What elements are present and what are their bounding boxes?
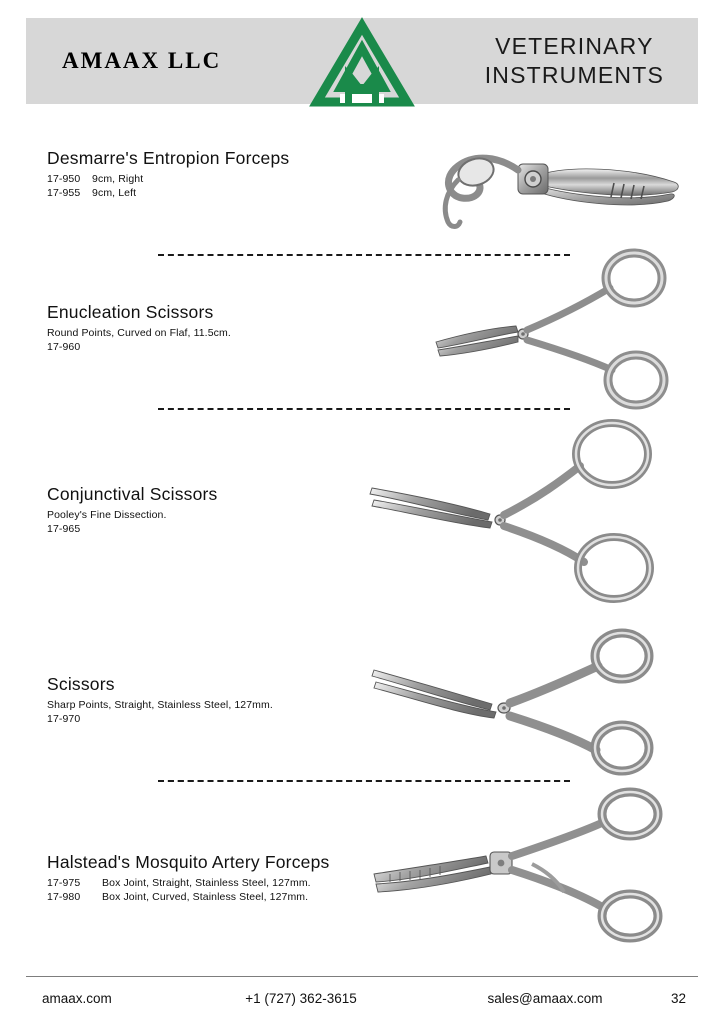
page-footer <box>26 984 698 1012</box>
product-detail-line <box>47 876 427 890</box>
product-description: Sharp Points, Straight, Stainless Steel, 127mm. <box>47 699 273 711</box>
footer-page-number: 32 <box>670 990 686 1006</box>
footer-email[interactable]: sales@amaax.com <box>487 990 603 1006</box>
product-detail-line <box>47 698 407 712</box>
product-detail-line <box>47 712 407 726</box>
footer-divider <box>26 976 698 977</box>
enucleation-scissors-photo-icon <box>430 254 680 404</box>
product-text <box>47 674 407 727</box>
product-text <box>47 302 407 355</box>
brand-name: AMAAX LLC <box>62 48 222 73</box>
footer-phone[interactable]: +1 (727) 362-3615 <box>245 990 357 1006</box>
page-header <box>26 18 698 104</box>
product-code: 17-965 <box>47 523 81 536</box>
product-detail-line <box>47 326 407 340</box>
conjunctival-scissors-photo-icon <box>366 422 666 602</box>
product-code: 17-955 <box>47 187 81 200</box>
product-detail-line <box>47 522 407 536</box>
product-text <box>47 484 407 537</box>
product-detail-line <box>47 890 427 904</box>
product-code: 17-970 <box>47 713 81 726</box>
product-code: 17-980 <box>47 891 81 904</box>
product-name: Conjunctival Scissors <box>47 484 218 504</box>
product-name: Enucleation Scissors <box>47 302 214 322</box>
amaax-triangle-logo-icon <box>312 22 412 104</box>
section-divider <box>158 408 570 410</box>
page-title-line1: VETERINARY <box>495 33 654 60</box>
section-divider <box>158 780 570 782</box>
product-detail-line <box>47 508 407 522</box>
product-code: 17-950 <box>47 173 81 185</box>
page-title-line2: INSTRUMENTS <box>484 62 664 88</box>
product-name: Scissors <box>47 674 115 694</box>
product-detail-line <box>47 172 407 186</box>
entropion-forceps-photo-icon <box>418 140 688 235</box>
product-detail-line <box>47 340 407 354</box>
product-description: 9cm, Right <box>92 173 144 185</box>
surgical-scissors-photo-icon <box>370 632 670 772</box>
product-description: 9cm, Left <box>92 187 137 200</box>
product-name: Desmarre's Entropion Forceps <box>47 148 290 168</box>
product-code: 17-960 <box>47 341 81 354</box>
product-code: 17-975 <box>47 877 81 889</box>
product-text <box>47 148 407 201</box>
product-text <box>47 852 427 905</box>
product-name: Halstead's Mosquito Artery Forceps <box>47 852 330 872</box>
product-description: Pooley's Fine Dissection. <box>47 509 167 521</box>
product-description: Box Joint, Straight, Stainless Steel, 127mm. <box>102 877 311 889</box>
page-title <box>485 32 698 90</box>
product-detail-line <box>47 186 407 200</box>
product-description: Round Points, Curved on Flaf, 11.5cm. <box>47 327 231 339</box>
mosquito-artery-forceps-photo-icon <box>372 794 682 954</box>
footer-website[interactable]: amaax.com <box>42 990 112 1006</box>
product-description: Box Joint, Curved, Stainless Steel, 127mm. <box>102 891 309 904</box>
